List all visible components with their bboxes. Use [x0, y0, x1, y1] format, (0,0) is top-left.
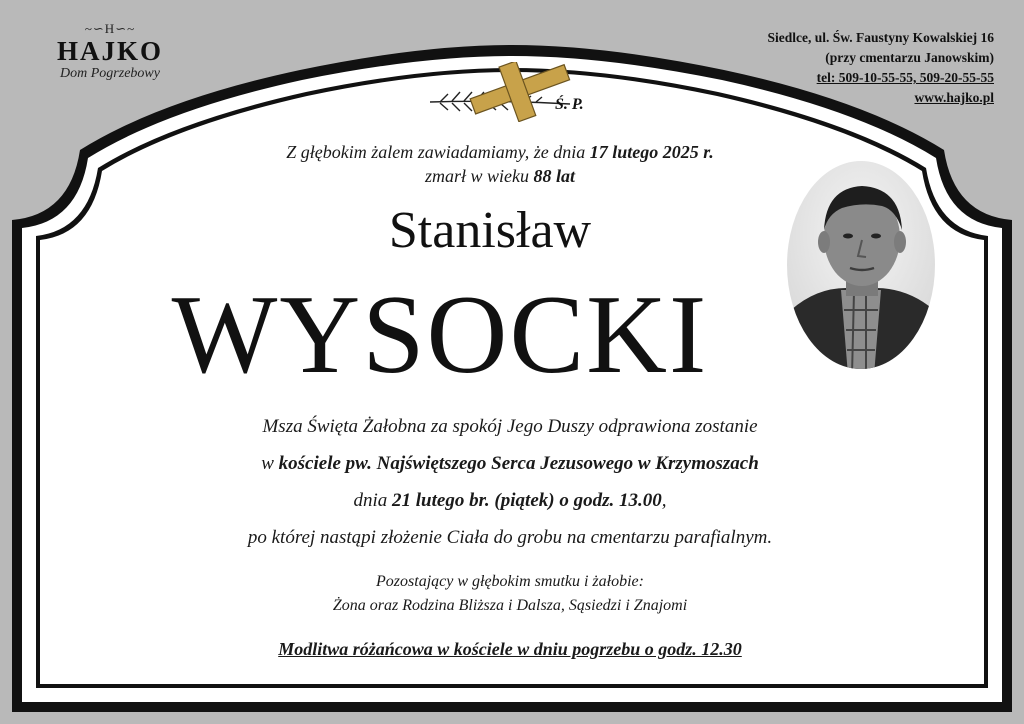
mass-line-1: Msza Święta Żałobna za spokój Jego Duszy odprawiona zostanie: [262, 416, 758, 437]
mass-line-3: [110, 482, 910, 519]
church-name: kościele pw. Najświętszego Serca Jezusowego w Krzymoszach: [278, 453, 759, 474]
funeral-mass-info: [110, 408, 910, 556]
contact-address: Siedlce, ul. Św. Faustyny Kowalskiej 16: [767, 30, 994, 45]
brand-ornament: [30, 22, 190, 36]
intro-line-1-prefix: Z głębokim żalem zawiadamiamy, że dnia: [286, 142, 586, 162]
intro-text: [180, 140, 820, 188]
contact-phones[interactable]: tel: 509-10-55-55, 509-20-55-55: [816, 70, 994, 85]
deceased-first-name: Stanisław: [388, 202, 592, 259]
ornament-flourish-icon: ~∽: [84, 21, 105, 36]
sp-label: Ś. P.: [555, 96, 584, 113]
mass-line-2-prefix: w: [261, 453, 274, 474]
deceased-portrait-photo: [786, 160, 936, 370]
contact-website[interactable]: www.hajko.pl: [914, 90, 994, 105]
rosary-notice: Modlitwa różańcowa w kościele w dniu pogrzebu o godz. 12.30: [278, 639, 742, 659]
death-date: 17 lutego 2025 r.: [589, 142, 714, 162]
mass-line-2: [110, 445, 910, 482]
mass-line-3-suffix: ,: [661, 490, 667, 511]
intro-line-1: [180, 140, 820, 164]
funeral-home-brand: [30, 22, 190, 82]
mass-line-3-prefix: dnia: [353, 490, 388, 511]
deceased-surname: WYSOCKI: [171, 273, 709, 397]
brand-name: HAJKO: [56, 36, 163, 66]
mass-date-time: 21 lutego br. (piątek) o godz. 13.00: [392, 490, 662, 511]
mourners-names: Żona oraz Rodzina Bliższa i Dalsza, Sąsiedzi i Znajomi: [332, 597, 688, 614]
mass-line-4: po której nastąpi złożenie Ciała do grobu na cmentarzu parafialnym.: [247, 527, 773, 548]
intro-line-2: [180, 164, 820, 188]
contact-block: [767, 28, 994, 108]
contact-note: (przy cmentarzu Janowskim): [825, 50, 994, 65]
mourners-heading: Pozostający w głębokim smutku i żałobie:: [376, 573, 644, 590]
ornament-flourish-icon-right: ∽~: [115, 21, 136, 36]
age: 88 lat: [533, 166, 576, 186]
mourners-block: [200, 570, 820, 618]
brand-subtitle: Dom Pogrzebowy: [60, 66, 160, 81]
brand-ornament-letter: H: [104, 21, 116, 36]
intro-line-2-prefix: zmarł w wieku: [424, 166, 529, 186]
